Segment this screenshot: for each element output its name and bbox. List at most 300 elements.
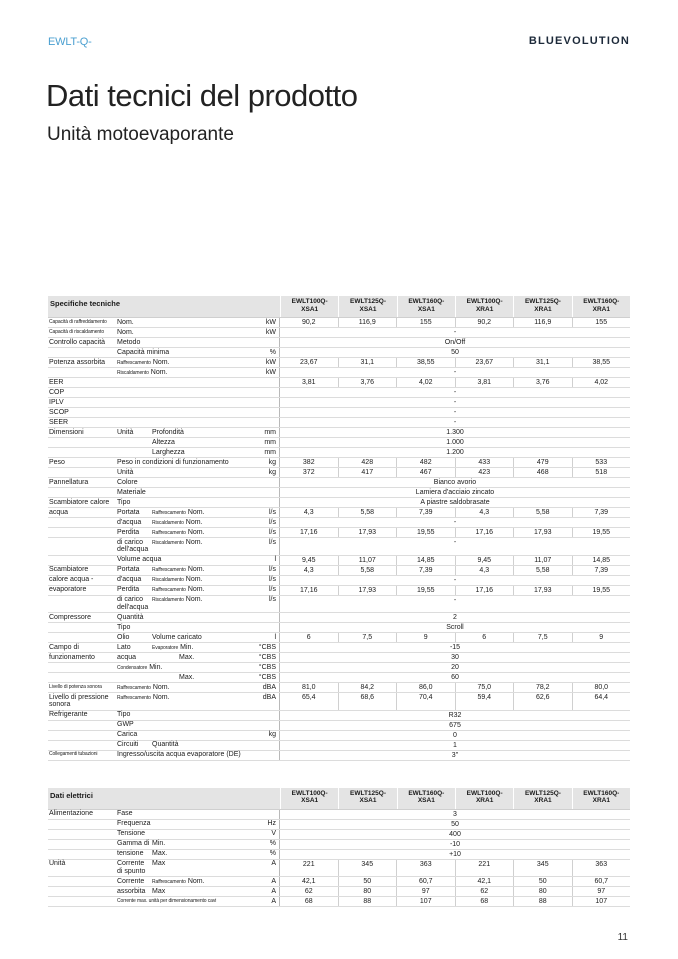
row-detail-label: Max xyxy=(152,860,166,868)
row-label xyxy=(48,897,280,906)
row-sub-label xyxy=(117,664,162,673)
unit-label: °CBS xyxy=(258,663,276,671)
row-item-label: Peso in condizioni di funzionamento xyxy=(117,458,229,466)
row-label xyxy=(48,810,280,819)
value-cell: 363 xyxy=(396,860,455,877)
row-item-label: di carico dell'acqua xyxy=(117,538,149,554)
mode-tag: Condensatore xyxy=(117,664,148,671)
unit-label: mm xyxy=(264,448,276,456)
value-cell: 467 xyxy=(396,468,455,477)
row-group-label: calore acqua - xyxy=(49,576,94,584)
table-row xyxy=(48,711,630,721)
row-values xyxy=(280,586,630,595)
row-group-label: Peso xyxy=(49,458,65,466)
unit-label: V xyxy=(271,830,276,838)
row-group-label: funzionamento xyxy=(49,653,95,661)
table-row xyxy=(48,348,630,358)
value-cell: 31,1 xyxy=(513,358,572,367)
mode-tag: Raffrescamento xyxy=(117,684,151,691)
row-group-label: Collegamenti tubazioni xyxy=(49,751,98,758)
row-group-label: Livello di potenza sonora xyxy=(49,683,102,690)
table-row xyxy=(48,438,630,448)
row-label xyxy=(48,653,280,662)
value-cell: 19,55 xyxy=(396,528,455,537)
value-cell: 19,55 xyxy=(572,586,631,595)
row-values xyxy=(280,556,630,565)
value-cell-spanned: - xyxy=(453,409,457,416)
row-detail-label: Larghezza xyxy=(152,448,185,456)
row-values xyxy=(280,468,630,477)
value-cell-spanned: R32 xyxy=(448,711,462,719)
value-cell: 433 xyxy=(455,458,514,467)
row-label xyxy=(48,840,280,849)
value-cell: 97 xyxy=(396,887,455,896)
mode-tag: Riscaldamento xyxy=(152,577,184,584)
row-sub-label xyxy=(152,840,165,848)
row-sub-label xyxy=(152,634,202,642)
row-values xyxy=(280,388,630,397)
row-group-label: Scambiatore calore xyxy=(49,498,110,506)
value-cell: 7,39 xyxy=(572,508,631,517)
row-values xyxy=(280,683,630,692)
mode-tag: Raffrescamento xyxy=(152,509,186,516)
row-detail-label: Max. xyxy=(179,653,195,661)
row-label xyxy=(48,673,280,682)
row-item-label: Portata xyxy=(117,566,140,574)
table-row xyxy=(48,448,630,458)
row-detail-label: Min. xyxy=(180,643,194,651)
unit-label: °CBS xyxy=(258,643,276,651)
row-label xyxy=(48,408,280,417)
value-cell: 7,39 xyxy=(396,566,455,575)
row-sub-label xyxy=(152,741,178,749)
unit-label: A xyxy=(271,860,276,868)
value-cell: 64,4 xyxy=(572,693,631,710)
value-cell: 17,16 xyxy=(299,586,318,594)
row-detail-label: Nom. xyxy=(185,518,203,526)
value-cell-spanned: 50 xyxy=(451,820,459,828)
row-values xyxy=(280,458,630,467)
row-values xyxy=(280,566,630,575)
row-label xyxy=(48,693,280,710)
value-cell-spanned: Lamiera d'acciaio zincato xyxy=(415,489,495,496)
row-values xyxy=(280,613,630,622)
value-cell: 17,93 xyxy=(513,586,572,595)
value-cell-spanned: 675 xyxy=(449,721,461,729)
value-cell: 7,5 xyxy=(338,633,397,642)
unit-label: A xyxy=(271,898,276,906)
row-group-label: evaporatore xyxy=(49,586,87,594)
row-label xyxy=(48,751,280,760)
value-cell: 68 xyxy=(455,897,514,906)
row-label xyxy=(48,683,280,692)
row-label xyxy=(48,596,280,613)
value-cell: 60,7 xyxy=(572,877,631,886)
table-row xyxy=(48,810,630,820)
row-values xyxy=(280,358,630,367)
value-cell: 17,16 xyxy=(299,529,318,536)
model-header: EWLT100Q- XSA1 xyxy=(280,788,338,809)
value-cell: 116,9 xyxy=(338,318,397,327)
row-values xyxy=(280,576,630,585)
row-sub-label xyxy=(152,654,194,662)
bluevolution-logo: BLUEVOLUTION xyxy=(528,35,630,47)
row-detail-label: Max xyxy=(152,888,166,896)
row-values xyxy=(280,338,630,347)
table-header xyxy=(48,788,630,810)
row-group-label: Scambiatore xyxy=(49,566,89,574)
row-label xyxy=(48,538,280,555)
value-cell: 14,85 xyxy=(396,556,455,565)
value-cell: 78,2 xyxy=(513,683,572,692)
row-values xyxy=(280,741,630,750)
row-values xyxy=(280,318,630,327)
value-cell: 81,0 xyxy=(301,684,316,692)
table-row xyxy=(48,318,630,328)
row-sub-label xyxy=(152,860,165,868)
row-label xyxy=(48,576,280,585)
row-values xyxy=(280,840,630,849)
table-row xyxy=(48,428,630,438)
value-cell: 7,39 xyxy=(396,508,455,517)
row-item-label: Tensione xyxy=(117,830,146,838)
table-row xyxy=(48,528,630,538)
value-cell: 11,07 xyxy=(513,556,572,565)
table-row xyxy=(48,338,630,348)
row-values xyxy=(280,860,630,877)
row-group-label: Compressore xyxy=(49,613,92,621)
value-cell: 423 xyxy=(455,468,514,477)
row-group-label: Pannellatura xyxy=(49,478,89,486)
page-number: 11 xyxy=(617,932,628,943)
row-label xyxy=(48,478,280,487)
value-cell: 221 xyxy=(455,860,514,877)
unit-label: l/s xyxy=(269,538,276,546)
row-group-label: Unità xyxy=(49,860,66,868)
value-cell-spanned: - xyxy=(453,519,457,526)
table-row xyxy=(48,897,630,907)
value-cell: 3,81 xyxy=(455,378,514,387)
value-cell: 5,58 xyxy=(338,508,397,517)
value-cell: 17,93 xyxy=(338,528,397,537)
value-cell-spanned: - xyxy=(453,369,457,376)
row-label xyxy=(48,586,280,595)
table-row xyxy=(48,498,630,508)
row-detail-label: Nom. xyxy=(152,683,170,691)
row-detail-label: Nom. xyxy=(187,878,205,886)
row-label xyxy=(48,528,280,537)
row-values xyxy=(280,398,630,407)
row-sub-label xyxy=(152,539,203,548)
value-cell: 97 xyxy=(572,887,631,896)
mode-tag: Raffrescamento xyxy=(152,587,186,594)
row-values xyxy=(280,751,630,760)
row-label xyxy=(48,860,280,877)
unit-label: A xyxy=(271,878,276,886)
value-cell-spanned: - xyxy=(453,399,457,406)
value-cell: 65,4 xyxy=(301,694,316,702)
value-cell: 62 xyxy=(304,888,313,896)
value-cell: 88 xyxy=(338,897,397,906)
row-sub-label xyxy=(152,644,193,653)
row-detail-label: Min. xyxy=(149,663,163,671)
table-row xyxy=(48,576,630,586)
row-label xyxy=(48,556,280,565)
value-cell: 9,45 xyxy=(301,556,316,564)
row-item-label: Tipo xyxy=(117,711,131,719)
table-row xyxy=(48,721,630,731)
row-sub-label xyxy=(152,509,205,518)
row-item-label: Portata xyxy=(117,508,140,516)
unit-label: kW xyxy=(265,368,276,376)
row-detail-label: Nom. xyxy=(152,693,170,701)
table-row xyxy=(48,508,630,518)
row-label xyxy=(48,388,280,397)
mode-tag: Raffrescamento xyxy=(152,529,186,536)
page-title: Dati tecnici del prodotto xyxy=(46,78,358,113)
row-values xyxy=(280,478,630,487)
row-group-label: Controllo capacità xyxy=(49,338,106,346)
row-values xyxy=(280,328,630,337)
model-header: EWLT100Q- XSA1 xyxy=(280,296,338,317)
table-row xyxy=(48,877,630,887)
value-cell: 3,76 xyxy=(513,378,572,387)
row-values xyxy=(280,877,630,886)
row-label xyxy=(48,643,280,652)
mode-tag: Riscaldamento xyxy=(117,369,149,376)
electrical-data-table xyxy=(48,788,630,908)
table-row xyxy=(48,596,630,614)
row-values xyxy=(280,721,630,730)
value-cell: 17,93 xyxy=(338,586,397,595)
row-item-label: Tipo xyxy=(117,623,131,631)
row-group-label: EER xyxy=(49,378,64,386)
table-row xyxy=(48,887,630,897)
row-item-label: Fase xyxy=(117,810,133,818)
table-header xyxy=(48,296,630,318)
row-label xyxy=(48,887,280,896)
row-sub-label xyxy=(152,429,184,437)
row-values xyxy=(280,538,630,555)
value-cell: 70,4 xyxy=(396,693,455,710)
row-values xyxy=(280,518,630,527)
row-sub-label xyxy=(152,850,167,858)
row-label xyxy=(48,328,280,337)
row-detail-label: Nom. xyxy=(152,358,170,366)
row-sub-label xyxy=(152,449,185,457)
value-cell: 7,5 xyxy=(513,633,572,642)
row-values xyxy=(280,663,630,672)
value-cell: 533 xyxy=(572,458,631,467)
value-cell: 345 xyxy=(513,860,572,877)
unit-label: dBA xyxy=(262,693,276,701)
value-cell: 5,58 xyxy=(513,566,572,575)
row-label xyxy=(48,741,280,750)
value-cell: 4,3 xyxy=(455,566,514,575)
mode-tag: Evaporatore xyxy=(152,644,179,651)
row-label xyxy=(48,663,280,672)
unit-label: l/s xyxy=(269,586,276,594)
row-item-label: Tipo xyxy=(117,498,131,506)
value-cell: 42,1 xyxy=(301,878,316,886)
row-group-label: COP xyxy=(49,388,65,396)
tables-container xyxy=(48,296,630,907)
value-cell-spanned: +10 xyxy=(449,850,461,858)
row-values xyxy=(280,810,630,819)
value-cell-spanned: - xyxy=(453,596,457,604)
value-cell: 116,9 xyxy=(513,318,572,327)
value-cell: 19,55 xyxy=(396,586,455,595)
value-cell-spanned: 1.000 xyxy=(446,439,464,446)
row-group-label: Capacità di riscaldamento xyxy=(49,328,105,335)
value-cell: 19,55 xyxy=(572,528,631,537)
row-sub-label xyxy=(152,576,203,585)
row-label xyxy=(48,830,280,839)
row-detail-label: Nom. xyxy=(187,566,205,574)
row-detail-label: Nom. xyxy=(150,368,168,376)
unit-label: l/s xyxy=(269,566,276,574)
value-cell-spanned: -10 xyxy=(449,840,461,848)
table-row xyxy=(48,328,630,338)
row-item-label: Nom. xyxy=(117,318,134,326)
value-cell: 4,3 xyxy=(455,508,514,517)
value-cell: 68,6 xyxy=(338,693,397,710)
row-values xyxy=(280,633,630,642)
value-cell: 155 xyxy=(572,318,631,327)
row-label xyxy=(48,448,280,457)
row-values xyxy=(280,673,630,682)
row-values xyxy=(280,731,630,740)
row-label xyxy=(48,428,280,437)
row-item-label: Corrente di spunto xyxy=(117,860,146,876)
row-item-label: di carico dell'acqua xyxy=(117,596,149,611)
value-cell: 382 xyxy=(302,459,315,466)
row-values xyxy=(280,408,630,417)
value-cell: 417 xyxy=(338,468,397,477)
value-cell: 518 xyxy=(572,468,631,477)
row-item-label: Metodo xyxy=(117,338,141,346)
model-header: EWLT100Q- XRA1 xyxy=(455,788,513,809)
value-cell: 4,3 xyxy=(303,509,314,516)
value-cell-spanned: 1 xyxy=(453,741,457,749)
row-detail-label: Nom. xyxy=(187,528,205,536)
value-cell-spanned: -15 xyxy=(449,644,461,652)
row-sub-label xyxy=(152,888,165,896)
row-group-label: IPLV xyxy=(49,398,64,406)
table-row xyxy=(48,820,630,830)
value-cell: 17,16 xyxy=(455,586,514,595)
table-title: Dati elettrici xyxy=(50,790,93,800)
row-detail-label: Altezza xyxy=(152,438,175,446)
value-cell-spanned: 400 xyxy=(449,830,461,838)
value-cell: 42,1 xyxy=(455,877,514,886)
value-cell-spanned: - xyxy=(453,329,457,336)
value-cell: 479 xyxy=(513,458,572,467)
row-values xyxy=(280,368,630,377)
row-detail-label: Nom. xyxy=(187,586,205,594)
table-row xyxy=(48,388,630,398)
unit-label: mm xyxy=(264,438,276,446)
row-sub-label xyxy=(152,878,205,887)
value-cell-spanned: 0 xyxy=(453,731,457,739)
row-values xyxy=(280,428,630,437)
table-row xyxy=(48,850,630,860)
row-label xyxy=(48,508,280,517)
row-item-label: Perdita xyxy=(117,586,140,594)
row-group-label: acqua xyxy=(49,508,69,516)
table-row xyxy=(48,408,630,418)
value-cell: 90,2 xyxy=(455,318,514,327)
value-cell: 3,76 xyxy=(338,378,397,387)
model-header: EWLT160Q- XRA1 xyxy=(572,788,630,809)
model-header: EWLT160Q- XSA1 xyxy=(397,788,455,809)
mode-tag: Raffrescamento xyxy=(117,359,151,366)
row-label xyxy=(48,458,280,467)
value-cell: 221 xyxy=(302,860,315,868)
unit-label: kg xyxy=(268,731,276,739)
row-sub-label xyxy=(152,586,205,595)
value-cell: 5,58 xyxy=(513,508,572,517)
row-item-label: Perdita xyxy=(117,528,140,536)
value-cell-spanned: A piastre saldobrasate xyxy=(420,499,490,506)
model-header: EWLT160Q- XRA1 xyxy=(572,296,630,317)
model-header: EWLT125Q- XSA1 xyxy=(338,296,396,317)
table-row xyxy=(48,683,630,693)
row-values xyxy=(280,448,630,457)
value-cell: 107 xyxy=(572,897,631,906)
row-item-label: Volume acqua xyxy=(117,556,162,564)
row-values xyxy=(280,528,630,537)
unit-label: kg xyxy=(268,458,276,466)
row-item-label: Corrente max. unità per dimensionamento cavi xyxy=(117,898,217,905)
row-values xyxy=(280,418,630,427)
value-cell: 11,07 xyxy=(338,556,397,565)
row-values xyxy=(280,897,630,906)
value-cell: 80 xyxy=(513,887,572,896)
row-item-label: Nom. xyxy=(117,328,134,336)
row-detail-label: Max. xyxy=(152,850,168,858)
table-row xyxy=(48,751,630,761)
table-row xyxy=(48,860,630,878)
table-row xyxy=(48,840,630,850)
row-label xyxy=(48,318,280,327)
value-cell: 88 xyxy=(513,897,572,906)
row-sub-label xyxy=(152,674,194,682)
row-values xyxy=(280,488,630,497)
value-cell: 38,55 xyxy=(396,358,455,367)
table-row xyxy=(48,586,630,596)
model-header: EWLT125Q- XRA1 xyxy=(513,788,571,809)
value-cell: 60,7 xyxy=(396,877,455,886)
value-cell: 363 xyxy=(572,860,631,877)
row-item-label: d'acqua xyxy=(117,576,142,584)
row-item-label: Colore xyxy=(117,478,138,486)
row-item-label: Quantità xyxy=(117,613,144,621)
unit-label: l/s xyxy=(269,528,276,536)
value-cell: 7,39 xyxy=(572,566,631,575)
row-values xyxy=(280,711,630,720)
page-subtitle: Unità motoevaporante xyxy=(47,124,234,145)
value-cell: 80,0 xyxy=(572,683,631,692)
row-values xyxy=(280,348,630,357)
value-cell: 3,81 xyxy=(301,379,316,386)
row-group-label: Dimensioni xyxy=(49,428,84,436)
table-row xyxy=(48,643,630,653)
row-detail-label: Nom. xyxy=(185,596,203,604)
unit-label: kW xyxy=(265,328,276,336)
technical-specs-table xyxy=(48,296,630,761)
table-row xyxy=(48,418,630,428)
